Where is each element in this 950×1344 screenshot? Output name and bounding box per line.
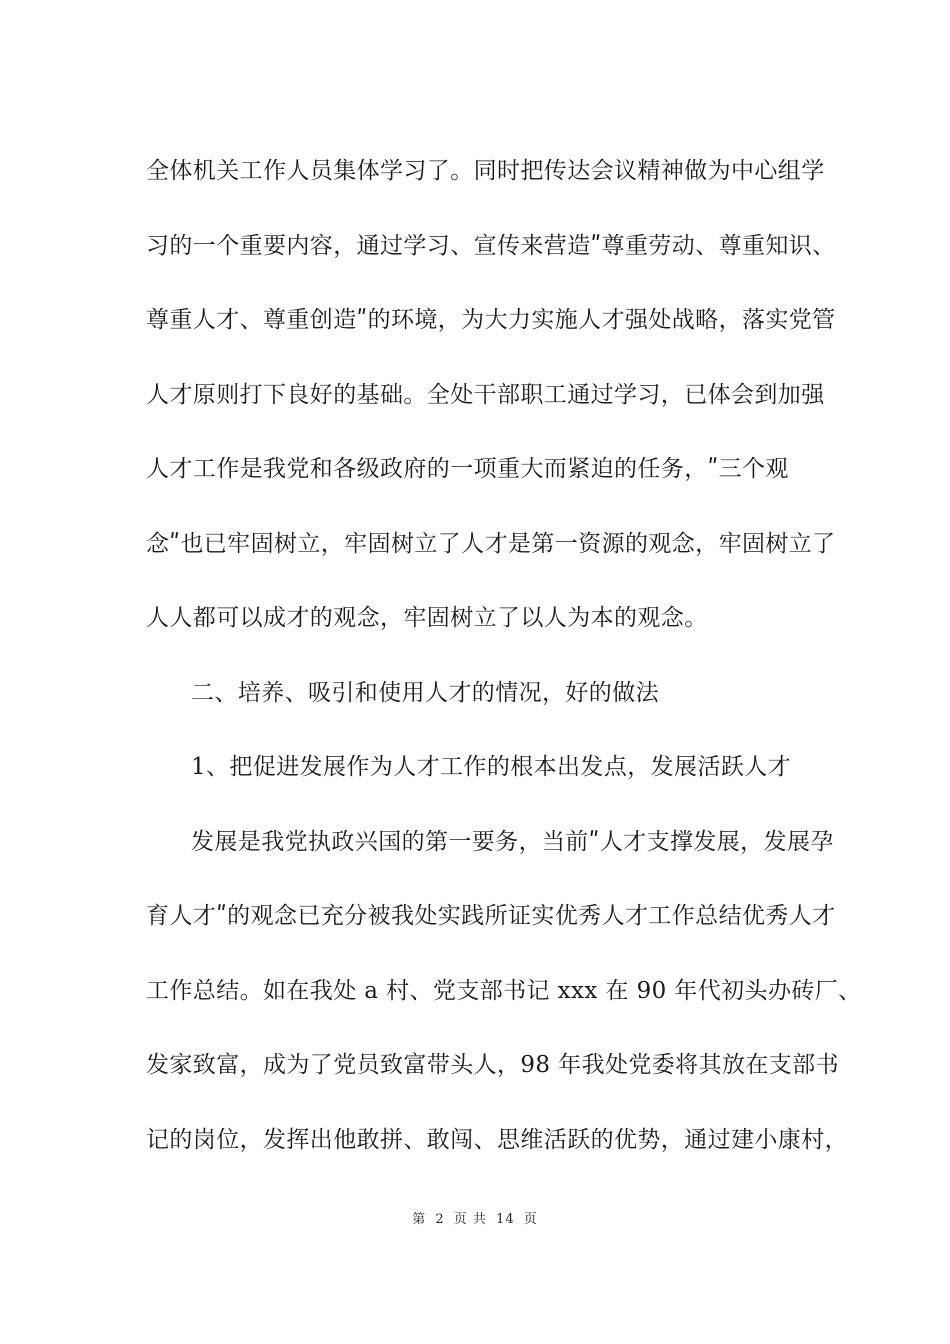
- text-line: 育人才ʺ的观念已充分被我处实践所证实优秀人才工作总结优秀人才: [146, 903, 836, 929]
- text-line: 工作总结。如在我处 a 村、党支部书记 xxx 在 90 年代初头办砖厂、: [146, 977, 862, 1004]
- text-line: 人才工作是我党和各级政府的一项重大而紧迫的任务，ʺ三个观: [146, 456, 789, 482]
- footer-suffix: 页: [523, 1212, 538, 1227]
- text-line: 习的一个重要内容，通过学习、宣传来营造ʺ尊重劳动、尊重知识、: [146, 232, 836, 259]
- text-line: 人才原则打下良好的基础。全处干部职工通过学习，已体会到加强: [146, 381, 825, 408]
- text-line: 发展是我党执政兴国的第一要务，当前ʺ人才支撑发展，发展孕: [191, 828, 834, 855]
- text-line: 发家致富，成为了党员致富带头人，98 年我处党委将其放在支部书: [146, 1052, 839, 1078]
- footer-prefix: 第: [412, 1212, 427, 1227]
- section-heading: 二、培养、吸引和使用人才的情况，好的做法: [191, 679, 659, 706]
- subsection-heading: 1、把促进发展作为人才工作的根本出发点，发展活跃人才: [191, 754, 792, 780]
- text-line: 念ʺ也已牢固树立，牢固树立了人才是第一资源的观念，牢固树立了: [146, 530, 836, 557]
- text-line: 全体机关工作人员集体学习了。同时把传达会议精神做为中心组学: [146, 158, 825, 184]
- total-page-count: 14: [496, 1212, 515, 1227]
- page-footer: [0, 1208, 950, 1227]
- text-line: 尊重人才、尊重创造ʺ的环境，为大力实施人才强处战略，落实党管: [146, 307, 836, 333]
- current-page-number: 2: [435, 1212, 445, 1227]
- document-body: [146, 134, 862, 1177]
- text-line: 记的岗位，发挥出他敢拼、敢闯、思维活跃的优势，通过建小康村，: [146, 1126, 848, 1153]
- text-line: 人人都可以成才的观念，牢固树立了以人为本的观念。: [146, 605, 708, 631]
- footer-mid: 页 共: [453, 1212, 487, 1227]
